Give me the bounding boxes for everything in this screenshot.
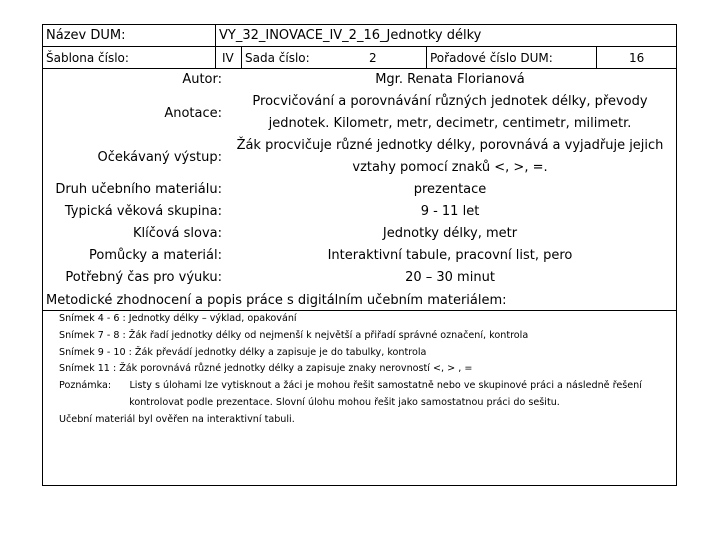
nazev-label: Název DUM:: [46, 28, 126, 43]
header-col-divider-3: [426, 46, 427, 68]
autor-value: Mgr. Renata Florianová: [375, 72, 525, 87]
header-bottom-divider: [42, 68, 677, 69]
metodicke-heading: Metodické zhodnocení a popis práce s digitálním učebním materiálem:: [46, 293, 507, 308]
metodicke-line-6: kontrolovat podle prezentace. Slovní úlohu mohou řešit jako samostatnou práci do sešitu.: [59, 397, 560, 408]
header-col-divider-2: [241, 46, 242, 68]
cas-label: Potřebný čas pro výuku:: [65, 270, 222, 285]
anotace-line-1: Procvičování a porovnávání různých jednotek délky, převody: [252, 94, 648, 109]
anotace-label: Anotace:: [164, 106, 222, 121]
pomucky-label: Pomůcky a materiál:: [88, 248, 222, 263]
metodicke-line-4: Snímek 11 : Žák porovnává různé jednotky délky a zapisuje znaky nerovností <, > , =: [59, 363, 473, 374]
skupina-value: 9 - 11 let: [420, 204, 480, 219]
sablona-value: IV: [222, 51, 234, 65]
header-col-divider-4: [596, 46, 597, 68]
pomucky-value: Interaktivní tabule, pracovní list, pero: [327, 248, 573, 263]
metodicke-line-5: Poznámka: Listy s úlohami lze vytisknout a žáci je mohou řešit samostatně nebo ve skupinové práci a následně řešení: [59, 380, 642, 391]
anotace-line-2: jednotek. Kilometr, metr, decimetr, centimetr, milimetr.: [268, 116, 632, 131]
poradove-label: Pořadové číslo DUM:: [430, 51, 553, 65]
vystup-line-1: Žák procvičuje různé jednotky délky, porovnává a vyjadřuje jejich: [236, 138, 664, 153]
autor-label: Autor:: [182, 72, 222, 87]
vystup-line-2: vztahy pomocí znaků <, >, =.: [352, 160, 548, 175]
druh-label: Druh učebního materiálu:: [55, 182, 222, 197]
header-col-divider-1: [215, 24, 216, 68]
metodicke-line-1: Snímek 4 - 6 : Jednotky délky – výklad, opakování: [59, 313, 297, 324]
vystup-label: Očekávaný výstup:: [97, 150, 222, 165]
cas-value: 20 – 30 minut: [405, 270, 495, 285]
metodicke-divider: [42, 310, 677, 311]
metodicke-line-2: Snímek 7 - 8 : Žák řadí jednotky délky od nejmenší k největší a přiřadí správné označení, kontrola: [59, 330, 529, 341]
skupina-label: Typická věková skupina:: [64, 204, 222, 219]
slova-value: Jednotky délky, metr: [382, 226, 518, 241]
nazev-value: VY_32_INOVACE_IV_2_16_Jednotky délky: [219, 28, 482, 43]
sada-label: Sada číslo:: [245, 51, 310, 65]
slova-label: Klíčová slova:: [132, 226, 222, 241]
sada-value: 2: [369, 51, 377, 65]
header-row-divider: [42, 46, 677, 47]
metodicke-line-7: Učební materiál byl ověřen na interaktivní tabuli.: [59, 414, 295, 425]
poradove-value: 16: [629, 51, 645, 65]
metodicke-line-3: Snímek 9 - 10 : Žák převádí jednotky délky a zapisuje je do tabulky, kontrola: [59, 347, 427, 358]
druh-value: prezentace: [413, 182, 487, 197]
sablona-label: Šablona číslo:: [46, 51, 129, 65]
